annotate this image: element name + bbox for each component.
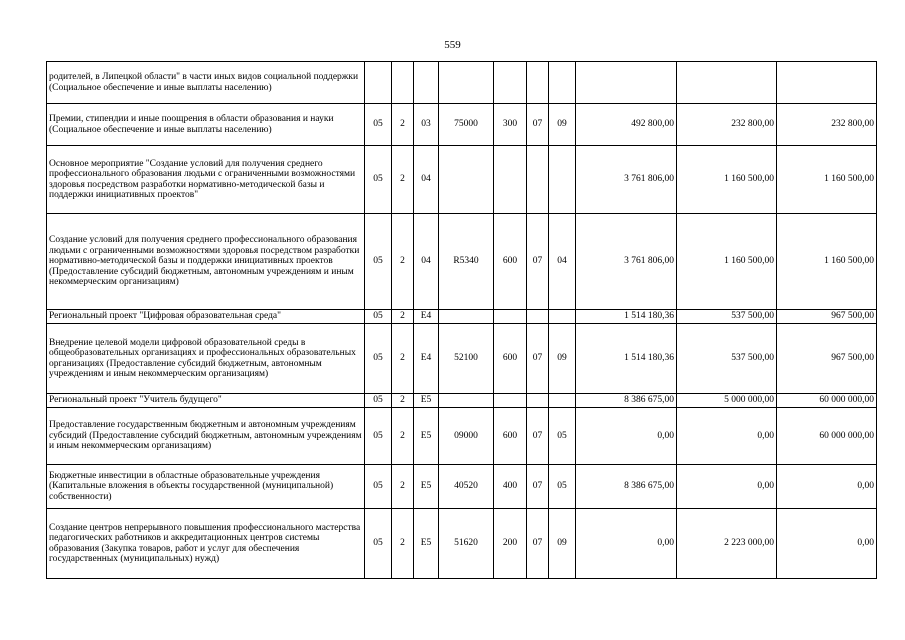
code-expense-type: 200 bbox=[494, 509, 527, 579]
code-subsection: 05 bbox=[549, 408, 576, 465]
amount-year-3: 60 000 000,00 bbox=[777, 394, 877, 408]
amount-year-3: 0,00 bbox=[777, 509, 877, 579]
code-direction: 75000 bbox=[439, 104, 494, 146]
amount-year-3: 967 500,00 bbox=[777, 324, 877, 394]
code-event: 04 bbox=[414, 214, 439, 310]
code-section bbox=[527, 146, 549, 214]
amount-year-2: 232 800,00 bbox=[677, 104, 777, 146]
row-description: Премии, стипендии и иные поощрения в области образования и науки (Социальное обеспечение и иные выплаты населению) bbox=[47, 104, 365, 146]
code-expense-type: 300 bbox=[494, 104, 527, 146]
amount-year-1: 3 761 806,00 bbox=[576, 214, 677, 310]
table-row bbox=[47, 394, 877, 408]
code-expense-type: 400 bbox=[494, 465, 527, 509]
code-subsection bbox=[549, 394, 576, 408]
code-subprogram bbox=[392, 62, 414, 104]
code-event: E5 bbox=[414, 509, 439, 579]
code-event: 04 bbox=[414, 146, 439, 214]
code-section: 07 bbox=[527, 214, 549, 310]
code-program: 05 bbox=[365, 324, 392, 394]
amount-year-2 bbox=[677, 62, 777, 104]
code-section bbox=[527, 394, 549, 408]
amount-year-2: 1 160 500,00 bbox=[677, 146, 777, 214]
code-expense-type bbox=[494, 394, 527, 408]
table-row bbox=[47, 465, 877, 509]
row-description: Предоставление государственным бюджетным и автономным учреждениям субсидий (Предоставление субсидий бюджетным, автономным учреждениям и иным некоммерческим организациям) bbox=[47, 408, 365, 465]
table-row bbox=[47, 214, 877, 310]
code-program: 05 bbox=[365, 146, 392, 214]
code-section bbox=[527, 310, 549, 324]
code-direction bbox=[439, 62, 494, 104]
code-section: 07 bbox=[527, 104, 549, 146]
code-program: 05 bbox=[365, 310, 392, 324]
amount-year-2: 5 000 000,00 bbox=[677, 394, 777, 408]
row-description: Региональный проект "Учитель будущего" bbox=[47, 394, 365, 408]
code-direction bbox=[439, 394, 494, 408]
code-program: 05 bbox=[365, 394, 392, 408]
code-event: 03 bbox=[414, 104, 439, 146]
amount-year-1 bbox=[576, 62, 677, 104]
code-section: 07 bbox=[527, 408, 549, 465]
code-direction: R5340 bbox=[439, 214, 494, 310]
amount-year-3: 967 500,00 bbox=[777, 310, 877, 324]
row-description: Бюджетные инвестиции в областные образовательные учреждения (Капитальные вложения в объекты государственной (муниципальной) собственности) bbox=[47, 465, 365, 509]
code-expense-type bbox=[494, 146, 527, 214]
code-subprogram: 2 bbox=[392, 408, 414, 465]
code-program: 05 bbox=[365, 465, 392, 509]
code-program: 05 bbox=[365, 509, 392, 579]
code-expense-type bbox=[494, 310, 527, 324]
page-number: 559 bbox=[444, 39, 461, 51]
code-section: 07 bbox=[527, 509, 549, 579]
amount-year-2: 0,00 bbox=[677, 408, 777, 465]
amount-year-3 bbox=[777, 62, 877, 104]
code-program: 05 bbox=[365, 408, 392, 465]
code-program: 05 bbox=[365, 214, 392, 310]
row-description: родителей, в Липецкой области" в части иных видов социальной поддержки (Социальное обеспечение и иные выплаты населению) bbox=[47, 62, 365, 104]
code-direction: 52100 bbox=[439, 324, 494, 394]
code-subsection: 09 bbox=[549, 104, 576, 146]
table-row bbox=[47, 104, 877, 146]
amount-year-1: 3 761 806,00 bbox=[576, 146, 677, 214]
code-direction bbox=[439, 146, 494, 214]
code-section: 07 bbox=[527, 465, 549, 509]
code-subsection bbox=[549, 62, 576, 104]
amount-year-3: 1 160 500,00 bbox=[777, 214, 877, 310]
code-subprogram: 2 bbox=[392, 214, 414, 310]
code-subsection: 05 bbox=[549, 465, 576, 509]
code-subprogram: 2 bbox=[392, 465, 414, 509]
amount-year-3: 232 800,00 bbox=[777, 104, 877, 146]
code-expense-type bbox=[494, 62, 527, 104]
code-direction bbox=[439, 310, 494, 324]
code-subprogram: 2 bbox=[392, 324, 414, 394]
amount-year-1: 0,00 bbox=[576, 509, 677, 579]
code-expense-type: 600 bbox=[494, 214, 527, 310]
table-row bbox=[47, 62, 877, 104]
code-section: 07 bbox=[527, 324, 549, 394]
table-row bbox=[47, 310, 877, 324]
row-description: Создание центров непрерывного повышения профессионального мастерства педагогических работников и аккредитационных центров системы образования (Закупка товаров, работ и услуг для обеспечения государственных (муниципальных) нужд) bbox=[47, 509, 365, 579]
amount-year-1: 1 514 180,36 bbox=[576, 310, 677, 324]
code-expense-type: 600 bbox=[494, 324, 527, 394]
amount-year-3: 0,00 bbox=[777, 465, 877, 509]
code-direction: 51620 bbox=[439, 509, 494, 579]
amount-year-3: 60 000 000,00 bbox=[777, 408, 877, 465]
amount-year-2: 537 500,00 bbox=[677, 310, 777, 324]
amount-year-3: 1 160 500,00 bbox=[777, 146, 877, 214]
amount-year-2: 0,00 bbox=[677, 465, 777, 509]
code-subprogram: 2 bbox=[392, 104, 414, 146]
code-event: E5 bbox=[414, 394, 439, 408]
code-subsection: 09 bbox=[549, 509, 576, 579]
amount-year-1: 8 386 675,00 bbox=[576, 465, 677, 509]
amount-year-1: 1 514 180,36 bbox=[576, 324, 677, 394]
table-row bbox=[47, 146, 877, 214]
row-description: Внедрение целевой модели цифровой образовательной среды в общеобразовательных организациях и профессиональных образовательных организациях (Предоставление субсидий бюджетным, автономным учреждениям и иным некоммерческим организациям) bbox=[47, 324, 365, 394]
code-subsection: 04 bbox=[549, 214, 576, 310]
code-subsection bbox=[549, 146, 576, 214]
table-row bbox=[47, 408, 877, 465]
code-direction: 40520 bbox=[439, 465, 494, 509]
code-subsection bbox=[549, 310, 576, 324]
code-subprogram: 2 bbox=[392, 310, 414, 324]
code-program: 05 bbox=[365, 104, 392, 146]
code-subprogram: 2 bbox=[392, 394, 414, 408]
code-event: E5 bbox=[414, 465, 439, 509]
row-description: Создание условий для получения среднего профессионального образования людьми с ограниченными возможностями здоровья посредством разработки нормативно-методической базы и поддержки инициативных проектов (Предоставление субсидий бюджетным, автономным учреждениям и иным некоммерческим организациям) bbox=[47, 214, 365, 310]
amount-year-2: 537 500,00 bbox=[677, 324, 777, 394]
code-subsection: 09 bbox=[549, 324, 576, 394]
code-event: E5 bbox=[414, 408, 439, 465]
table-row bbox=[47, 324, 877, 394]
table-row bbox=[47, 509, 877, 579]
code-expense-type: 600 bbox=[494, 408, 527, 465]
code-program bbox=[365, 62, 392, 104]
code-subprogram: 2 bbox=[392, 146, 414, 214]
code-subprogram: 2 bbox=[392, 509, 414, 579]
amount-year-1: 492 800,00 bbox=[576, 104, 677, 146]
code-event: E4 bbox=[414, 324, 439, 394]
row-description: Региональный проект "Цифровая образовательная среда" bbox=[47, 310, 365, 324]
amount-year-2: 1 160 500,00 bbox=[677, 214, 777, 310]
code-event bbox=[414, 62, 439, 104]
code-event: E4 bbox=[414, 310, 439, 324]
budget-table bbox=[46, 61, 877, 579]
amount-year-1: 8 386 675,00 bbox=[576, 394, 677, 408]
code-direction: 09000 bbox=[439, 408, 494, 465]
row-description: Основное мероприятие "Создание условий для получения среднего профессионального образования людьми с ограниченными возможностями здоровья посредством разработки нормативно-методической базы и поддержки инициативных проектов" bbox=[47, 146, 365, 214]
code-section bbox=[527, 62, 549, 104]
amount-year-2: 2 223 000,00 bbox=[677, 509, 777, 579]
amount-year-1: 0,00 bbox=[576, 408, 677, 465]
